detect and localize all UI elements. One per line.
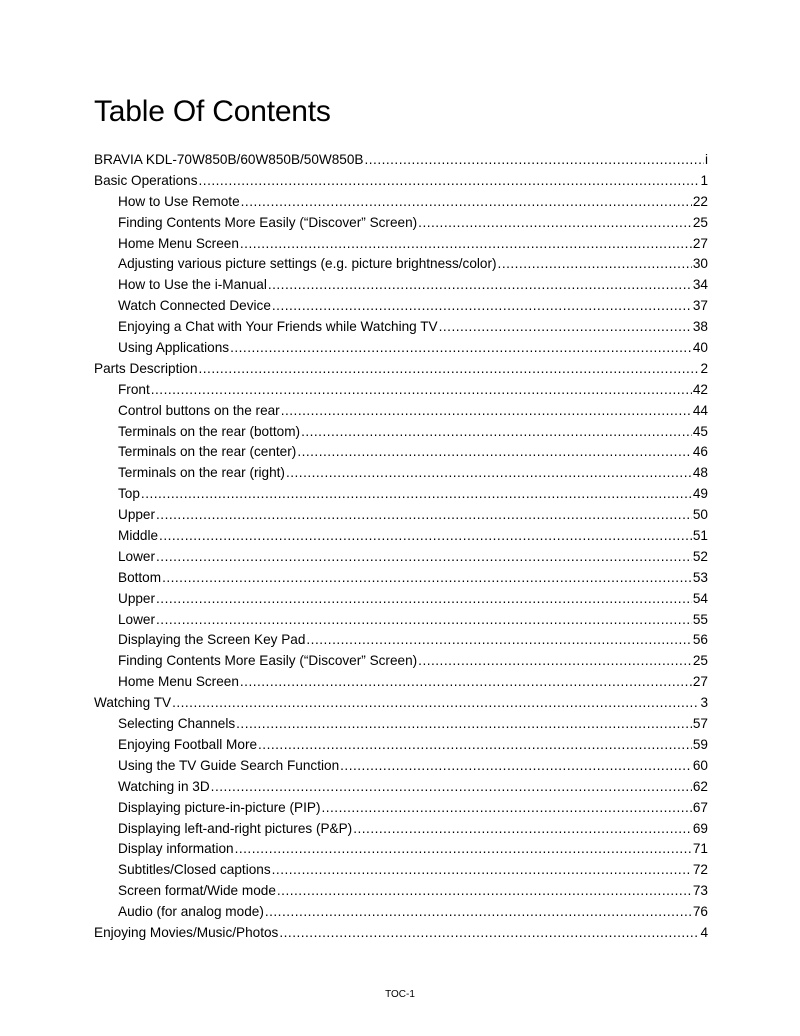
toc-entry-title: Display information [118,841,234,857]
toc-page-number: 3 [700,695,708,711]
toc-entry-title: Terminals on the rear (bottom) [118,423,301,439]
toc-entry-title: Enjoying a Chat with Your Friends while Watching TV [118,319,438,335]
toc-page-number: 73 [692,883,708,899]
toc-page-number: 55 [692,611,708,627]
toc-page-number: 40 [692,340,708,356]
toc-entry[interactable] [94,171,708,192]
toc-entry-title: Enjoying Football More [118,736,258,752]
dot-leader [199,359,700,380]
dot-leader [236,714,692,735]
toc-entry-title: Displaying picture-in-picture (PIP) [118,799,321,815]
dot-leader [240,672,692,693]
toc-page-number: 71 [692,841,708,857]
toc-page-number: 45 [692,423,708,439]
toc-subentry[interactable] [94,651,708,672]
dot-leader [439,317,692,338]
toc-entry-title: Displaying the Screen Key Pad [118,632,306,648]
toc-subentry[interactable] [94,777,708,798]
dot-leader [281,401,692,422]
toc-entry[interactable] [94,693,708,714]
toc-subentry[interactable] [94,401,708,422]
toc-page-number: 22 [692,193,708,209]
dot-leader [340,756,692,777]
toc-entry-title: Subtitles/Closed captions [118,862,271,878]
toc-page-number: 34 [692,277,708,293]
toc-page-number: 25 [692,214,708,230]
toc-page-number: 57 [692,716,708,732]
toc-subentry[interactable] [94,192,708,213]
toc-entry[interactable] [94,923,708,944]
toc-subentry[interactable] [94,526,708,547]
toc-page-number: i [704,152,708,167]
dot-leader [235,839,692,860]
dot-leader [365,150,704,171]
dot-leader [297,442,692,463]
toc-page-number: 59 [692,736,708,752]
toc-page-number: 37 [692,298,708,314]
toc-subentry[interactable] [94,568,708,589]
toc-entry-title: Using the TV Guide Search Function [118,757,340,773]
dot-leader [272,860,692,881]
dot-leader [279,923,699,944]
toc-subentry[interactable] [94,819,708,840]
toc-entry-title: How to Use the i-Manual [118,277,267,293]
dot-leader [156,505,692,526]
toc-entry-title: Home Menu Screen [118,674,239,690]
toc-page-number: 46 [692,444,708,460]
toc-subentry[interactable] [94,860,708,881]
toc-entry-title: BRAVIA KDL-70W850B/60W850B/50W850B [94,152,364,167]
toc-entry[interactable] [94,359,708,380]
toc-page-number: 30 [692,256,708,272]
dot-leader [156,610,692,631]
page-footer: TOC-1 [385,989,415,1000]
toc-page-number: 44 [692,402,708,418]
toc-page-number: 25 [692,653,708,669]
dot-leader [272,296,692,317]
toc-entry-title: Screen format/Wide mode [118,883,276,899]
toc-entry-title: Front [118,381,150,397]
toc-page-number: 72 [692,862,708,878]
toc-entry-title: Finding Contents More Easily (“Discover” Screen) [118,214,418,230]
toc-page-number: 53 [692,569,708,585]
dot-leader [301,422,692,443]
dot-leader [156,547,692,568]
dot-leader [353,819,692,840]
toc-subentry[interactable] [94,902,708,923]
dot-leader [141,484,692,505]
toc-subentry[interactable] [94,275,708,296]
toc-subentry[interactable] [94,234,708,255]
dot-leader [211,777,692,798]
toc-entry-title: Terminals on the rear (center) [118,444,297,460]
toc-subentry[interactable] [94,463,708,484]
toc-subentry[interactable] [94,756,708,777]
toc-page-number: 62 [692,778,708,794]
toc-entry-title: Finding Contents More Easily (“Discover” Screen) [118,653,418,669]
toc-page-number: 1 [700,172,708,188]
toc-subentry[interactable] [94,422,708,443]
toc-entry-title: Watching TV [94,695,172,711]
toc-subentry[interactable] [94,672,708,693]
dot-leader [199,171,700,192]
toc-page-number: 60 [692,757,708,773]
dot-leader [321,798,691,819]
toc-entry-title: Top [118,486,140,502]
toc-page-number: 48 [692,465,708,481]
toc-entry-title: How to Use Remote [118,193,240,209]
toc-page-number: 51 [692,528,708,544]
toc-entry-title: Adjusting various picture settings (e.g. picture brightness/color) [118,256,497,272]
toc-entry-title: Parts Description [94,360,198,376]
toc-entry-title: Upper [118,590,156,606]
toc-subentry[interactable] [94,505,708,526]
dot-leader [306,630,691,651]
toc-subentry[interactable] [94,317,708,338]
toc-entry-title: Middle [118,528,159,544]
toc-page-number: 27 [692,235,708,251]
dot-leader [230,338,692,359]
dot-leader [277,881,692,902]
toc-page-number: 56 [692,632,708,648]
toc-page-number: 50 [692,507,708,523]
dot-leader [258,735,692,756]
toc-page-number: 27 [692,674,708,690]
toc-entry-title: Lower [118,611,156,627]
toc-entry-title: Basic Operations [94,172,198,188]
toc-page-number: 49 [692,486,708,502]
dot-leader [418,213,692,234]
toc-page-number: 67 [692,799,708,815]
toc-entry[interactable] [94,150,708,171]
toc-subentry[interactable] [94,630,708,651]
toc-entry-title: Enjoying Movies/Music/Photos [94,924,279,940]
toc-entry-title: Displaying left-and-right pictures (P&P) [118,820,353,836]
toc-page-number: 54 [692,590,708,606]
dot-leader [162,568,692,589]
dot-leader [151,380,692,401]
toc-subentry[interactable] [94,296,708,317]
toc-page-number: 52 [692,548,708,564]
dot-leader [498,254,692,275]
toc-entry-title: Selecting Channels [118,716,236,732]
toc-subentry[interactable] [94,735,708,756]
dot-leader [418,651,692,672]
toc-subentry[interactable] [94,798,708,819]
table-of-contents [94,150,708,944]
dot-leader [241,192,692,213]
toc-page-number: 2 [700,360,708,376]
toc-subentry[interactable] [94,380,708,401]
dot-leader [240,234,692,255]
dot-leader [172,693,699,714]
toc-entry-title: Watch Connected Device [118,298,271,314]
page-title: Table Of Contents [94,95,331,128]
dot-leader [265,902,692,923]
dot-leader [156,589,692,610]
toc-subentry[interactable] [94,881,708,902]
dot-leader [286,463,692,484]
toc-subentry[interactable] [94,610,708,631]
toc-subentry[interactable] [94,484,708,505]
toc-subentry[interactable] [94,338,708,359]
toc-page-number: 4 [700,924,708,940]
toc-subentry[interactable] [94,254,708,275]
toc-subentry[interactable] [94,442,708,463]
toc-entry-title: Lower [118,548,156,564]
toc-entry-title: Upper [118,507,156,523]
toc-subentry[interactable] [94,589,708,610]
toc-subentry[interactable] [94,839,708,860]
toc-page-number: 69 [692,820,708,836]
toc-subentry[interactable] [94,714,708,735]
toc-page-number: 42 [692,381,708,397]
dot-leader [268,275,692,296]
toc-page-number: 76 [692,904,708,920]
toc-entry-title: Watching in 3D [118,778,210,794]
toc-entry-title: Using Applications [118,340,230,356]
toc-entry-title: Control buttons on the rear [118,402,280,418]
toc-subentry[interactable] [94,547,708,568]
toc-entry-title: Bottom [118,569,162,585]
toc-entry-title: Audio (for analog mode) [118,904,264,920]
toc-entry-title: Terminals on the rear (right) [118,465,285,481]
toc-subentry[interactable] [94,213,708,234]
toc-page-number: 38 [692,319,708,335]
dot-leader [159,526,692,547]
toc-entry-title: Home Menu Screen [118,235,239,251]
